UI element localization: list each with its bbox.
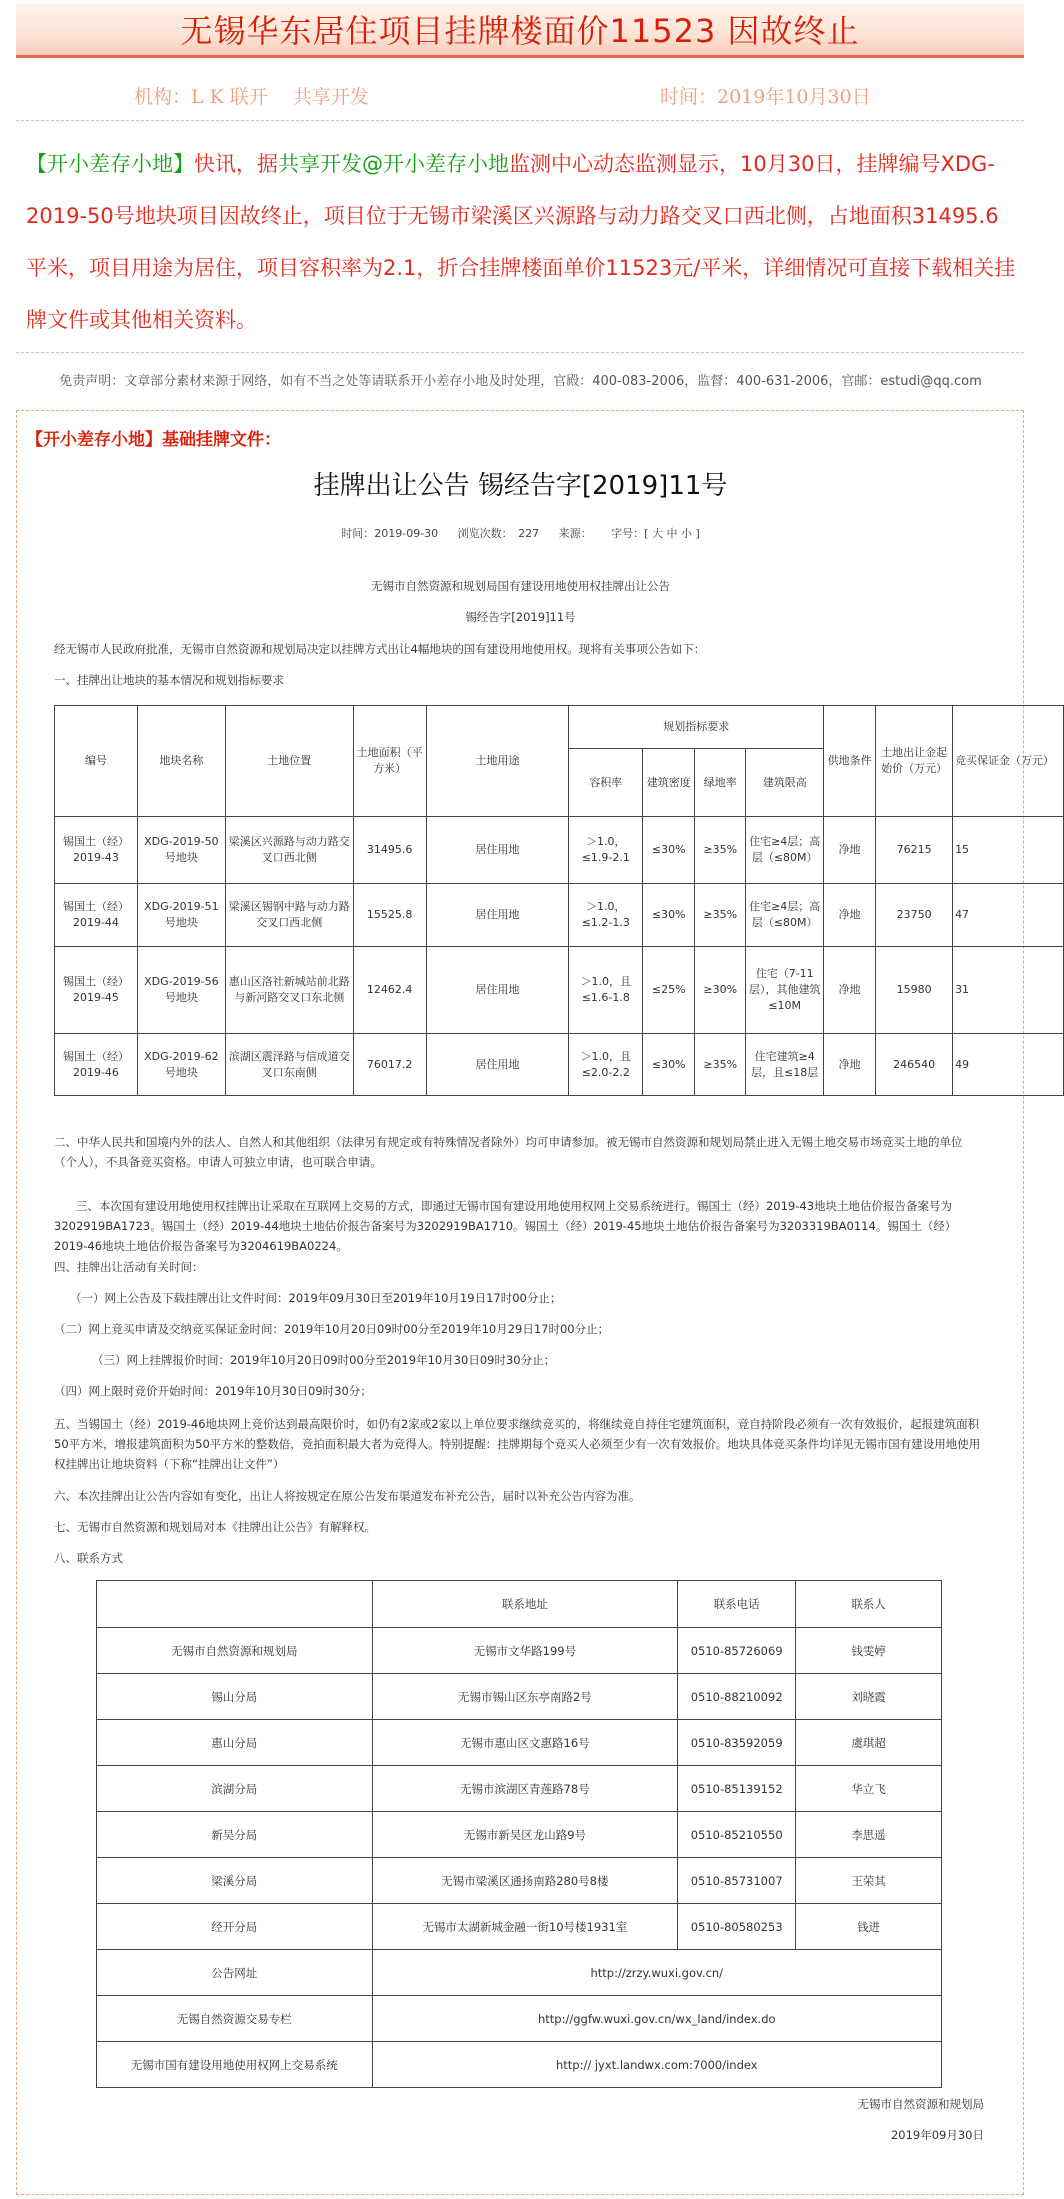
- th-far: 容积率: [569, 749, 643, 817]
- contact-org: 梁溪分局: [97, 1858, 373, 1904]
- contact-phone: 0510-85139152: [678, 1766, 796, 1812]
- cell-code: 锡国土（经）2019-44: [55, 884, 138, 947]
- contact-org: 锡山分局: [97, 1674, 373, 1720]
- th-name: 地块名称: [137, 706, 225, 817]
- table-row: [97, 1674, 942, 1720]
- news-text-1: 快讯，据: [194, 152, 278, 176]
- section-4-item-1: （一）网上公告及下载挂牌出让文件时间：2019年09月30日至2019年10月19日17时00分止；: [70, 1291, 562, 1305]
- cell-code: 锡国土（经）2019-46: [55, 1034, 138, 1096]
- contact-org: 新吴分局: [97, 1812, 373, 1858]
- th-price: 土地出让金起始价（万元）: [876, 706, 953, 817]
- contact-th-person: 联系人: [796, 1581, 942, 1628]
- section-2: 二、中华人民共和国境内外的法人、自然人和其他组织（法律另有规定或有特殊情况者除外）均可申请参加。被无锡市自然资源和规划局禁止进入无锡土地交易市场竞买土地的单位（个人），不具备竞买资格。申请人可独立申请，也可联合申请。: [54, 1135, 963, 1169]
- th-area: 土地面积（平方米）: [353, 706, 426, 817]
- cell-supply: 净地: [824, 817, 876, 884]
- cell-density: ≤30%: [643, 884, 695, 947]
- headline-banner: [16, 4, 1024, 58]
- notice-intro: 经无锡市人民政府批准，无锡市自然资源和规划局决定以挂牌方式出让4幅地块的国有建设用地使用权。现将有关事项公告如下：: [54, 642, 706, 656]
- cell-use: 居住用地: [426, 1034, 569, 1096]
- cell-deposit: 47: [953, 884, 1064, 947]
- cell-name: XDG-2019-50号地块: [137, 817, 225, 884]
- cell-price: 246540: [876, 1034, 953, 1096]
- article-time: 时间：2019年10月30日: [660, 86, 871, 108]
- th-deposit: 竞买保证金（万元）: [953, 706, 1064, 817]
- cell-height: 住宅建筑≥4层，且≤18层: [746, 1034, 824, 1096]
- notice-doc-number: 锡经告字[2019]11号: [465, 610, 576, 624]
- table-row: [55, 884, 1064, 947]
- cell-name: XDG-2019-62号地块: [137, 1034, 225, 1096]
- contact-addr: 无锡市文华路199号: [372, 1628, 678, 1674]
- table-row: [55, 947, 1064, 1034]
- document-info-row: [0, 525, 1041, 541]
- th-plan: 规划指标要求: [569, 706, 824, 749]
- document-title: 挂牌出让公告 锡经告字[2019]11号: [313, 471, 728, 501]
- th-code: 编号: [55, 706, 138, 817]
- cell-green: ≥30%: [695, 947, 746, 1034]
- cell-supply: 净地: [824, 947, 876, 1034]
- cell-height: 住宅（7-11层），其他建筑≤10M: [746, 947, 824, 1034]
- link-url[interactable]: http:// jyxt.landwx.com:7000/index: [372, 2042, 941, 2088]
- section-3: 三、本次国有建设用地使用权挂牌出让采取在互联网上交易的方式，即通过无锡市国有建设用地使用权网上交易系统进行。锡国土（经）2019-43地块土地估价报告备案号为3202919BA1723。锡国土（经）2019-44地块土地估价报告备案号为3202919BA1710。锡国土（经）2019-45地块土地估价报告备案号为3203319BA0114。锡国土（经）2019-46地块土地估价报告备案号为3204619BA0224。: [54, 1199, 957, 1253]
- contact-org: 滨湖分局: [97, 1766, 373, 1812]
- doc-source: 来源：: [558, 527, 592, 540]
- contact-person: 王荣其: [796, 1858, 942, 1904]
- signature-date: 2019年09月30日: [890, 2128, 984, 2142]
- contact-addr: 无锡市惠山区文惠路16号: [372, 1720, 678, 1766]
- cell-far: ＞1.0，≤1.2-1.3: [569, 884, 643, 947]
- cell-green: ≥35%: [695, 817, 746, 884]
- table-row: [97, 1858, 942, 1904]
- contact-person: 虞琪超: [796, 1720, 942, 1766]
- table-row: [97, 1581, 942, 1628]
- land-table: [54, 705, 1064, 1096]
- contact-phone: 0510-80580253: [678, 1904, 796, 1950]
- cell-height: 住宅≥4层；高层（≤80M）: [746, 817, 824, 884]
- cell-code: 锡国土（经）2019-43: [55, 817, 138, 884]
- contact-addr: 无锡市新吴区龙山路9号: [372, 1812, 678, 1858]
- doc-time: 时间：2019-09-30: [341, 527, 439, 540]
- contact-org: 经开分局: [97, 1904, 373, 1950]
- cell-density: ≤25%: [643, 947, 695, 1034]
- cell-density: ≤30%: [643, 1034, 695, 1096]
- cell-area: 31495.6: [353, 817, 426, 884]
- table-row: [97, 1904, 942, 1950]
- cell-deposit: 49: [953, 1034, 1064, 1096]
- table-row: [97, 1996, 942, 2042]
- contact-phone: 0510-85210550: [678, 1812, 796, 1858]
- notice-subtitle: 无锡市自然资源和规划局国有建设用地使用权挂牌出让公告: [371, 579, 670, 593]
- cell-use: 居住用地: [426, 817, 569, 884]
- contact-person: 李思遥: [796, 1812, 942, 1858]
- link-url[interactable]: http://ggfw.wuxi.gov.cn/wx_land/index.do: [372, 1996, 941, 2042]
- contact-table: [96, 1580, 942, 2088]
- cell-far: ＞1.0，且≤2.0-2.2: [569, 1034, 643, 1096]
- contact-addr: 无锡市滨湖区青莲路78号: [372, 1766, 678, 1812]
- th-use: 土地用途: [426, 706, 569, 817]
- cell-height: 住宅≥4层；高层（≤80M）: [746, 884, 824, 947]
- contact-phone: 0510-85726069: [678, 1628, 796, 1674]
- cell-far: ＞1.0，且≤1.6-1.8: [569, 947, 643, 1034]
- contact-person: 钱雯婷: [796, 1628, 942, 1674]
- news-tag: 【开小差存小地】: [26, 152, 194, 176]
- table-row: [97, 1950, 942, 1996]
- cell-location: 惠山区洛社新城站前北路与新河路交叉口东北侧: [225, 947, 353, 1034]
- headline-title: 无锡华东居住项目挂牌楼面价11523 因故终止: [180, 12, 860, 50]
- cell-use: 居住用地: [426, 884, 569, 947]
- cell-price: 23750: [876, 884, 953, 947]
- cell-green: ≥35%: [695, 884, 746, 947]
- cell-location: 滨湖区震泽路与信成道交叉口东南侧: [225, 1034, 353, 1096]
- contact-th-blank: [97, 1581, 373, 1628]
- cell-area: 15525.8: [353, 884, 426, 947]
- contact-phone: 0510-88210092: [678, 1674, 796, 1720]
- cell-supply: 净地: [824, 884, 876, 947]
- contact-phone: 0510-85731007: [678, 1858, 796, 1904]
- cell-supply: 净地: [824, 1034, 876, 1096]
- land-table-wrapper: [54, 705, 1055, 1090]
- disclaimer: 免责声明：文章部分素材来源于网络，如有不当之处等请联系开小差存小地及时处理，官殿：400-083-2006，监督：400-631-2006，官邮：estudi@qq.com: [59, 374, 982, 389]
- news-text-2: 监测中心动态监测显示，10月30日，挂牌编号XDG-2019-50号地块项目因故终止，项目位于无锡市梁溪区兴源路与动力路交叉口西北侧，占地面积31495.6平米，项目用途为居住，项目容积率为2.1，折合挂牌楼面单价11523元/平米，详细情况可直接下载相关挂牌文件或其他相关资料。: [26, 152, 1016, 332]
- link-label: 公告网址: [97, 1950, 373, 1996]
- contact-person: 刘晓霞: [796, 1674, 942, 1720]
- cell-name: XDG-2019-51号地块: [137, 884, 225, 947]
- cell-green: ≥35%: [695, 1034, 746, 1096]
- contact-addr: 无锡市锡山区东亭南路2号: [372, 1674, 678, 1720]
- section-6: 六、本次挂牌出让公告内容如有变化，出让人将按规定在原公告发布渠道发布补充公告，届时以补充公告内容为准。: [54, 1489, 641, 1503]
- section-8-title: 八、联系方式: [54, 1551, 123, 1565]
- table-row: [55, 817, 1064, 884]
- link-label: 无锡市国有建设用地使用权网上交易系统: [97, 2042, 373, 2088]
- contact-person: 华立飞: [796, 1766, 942, 1812]
- divider: [16, 352, 1024, 353]
- cell-deposit: 15: [953, 817, 1064, 884]
- news-paragraph: [26, 138, 1016, 346]
- cell-density: ≤30%: [643, 817, 695, 884]
- contact-th-addr: 联系地址: [372, 1581, 678, 1628]
- divider: [16, 120, 1024, 121]
- article-meta: [0, 82, 1041, 112]
- news-source: 共享开发@开小差存小地: [278, 152, 509, 176]
- section-4-item-2: （二）网上竞买申请及交纳竞买保证金时间：2019年10月20日09时00分至2019年10月29日17时00分止；: [54, 1322, 610, 1336]
- cell-area: 76017.2: [353, 1034, 426, 1096]
- section-7: 七、无锡市自然资源和规划局对本《挂牌出让公告》有解释权。: [54, 1520, 376, 1534]
- table-row: [55, 1034, 1064, 1096]
- section-1-title: 一、挂牌出让地块的基本情况和规划指标要求: [54, 673, 284, 687]
- table-row: [97, 2042, 942, 2088]
- cell-area: 12462.4: [353, 947, 426, 1034]
- th-height: 建筑限高: [746, 749, 824, 817]
- contact-person: 钱进: [796, 1904, 942, 1950]
- cell-location: 梁溪区锡钢中路与动力路交叉口西北侧: [225, 884, 353, 947]
- cell-location: 梁溪区兴源路与动力路交叉口西北侧: [225, 817, 353, 884]
- doc-views: 浏览次数： 227: [457, 527, 540, 540]
- contact-th-phone: 联系电话: [678, 1581, 796, 1628]
- link-url[interactable]: http://zrzy.wuxi.gov.cn/: [372, 1950, 941, 1996]
- table-row: [97, 1720, 942, 1766]
- section-4-item-3: （三）网上挂牌报价时间：2019年10月20日09时00分至2019年10月30日09时30分止；: [92, 1353, 556, 1367]
- th-supply: 供地条件: [824, 706, 876, 817]
- contact-phone: 0510-83592059: [678, 1720, 796, 1766]
- cell-deposit: 31: [953, 947, 1064, 1034]
- contact-org: 惠山分局: [97, 1720, 373, 1766]
- contact-addr: 无锡市太湖新城金融一街10号楼1931室: [372, 1904, 678, 1950]
- doc-font-size[interactable]: 字号：[ 大 中 小 ]: [611, 527, 700, 540]
- th-location: 土地位置: [225, 706, 353, 817]
- table-row: [97, 1766, 942, 1812]
- cell-far: ＞1.0，≤1.9-2.1: [569, 817, 643, 884]
- table-row: [97, 1628, 942, 1674]
- section-4-title: 四、挂牌出让活动有关时间：: [54, 1260, 204, 1274]
- th-green: 绿地率: [695, 749, 746, 817]
- section-5: 五、当锡国土（经）2019-46地块网上竞价达到最高限价时，如仍有2家或2家以上单位要求继续竞买的，将继续竞自持住宅建筑面积，竞自持阶段必须有一次有效报价，起报建筑面积50平方米，增报建筑面积为50平方米的整数倍，竞拍面积最大者为竞得人。特别提醒：挂牌期每个竞买人必须至少有一次有效报价。地块具体竞买条件均详见无锡市国有建设用地使用权挂牌出让地块资料（下称“挂牌出让文件”）: [54, 1417, 981, 1471]
- cell-use: 居住用地: [426, 947, 569, 1034]
- contact-addr: 无锡市梁溪区通扬南路280号8楼: [372, 1858, 678, 1904]
- cell-code: 锡国土（经）2019-45: [55, 947, 138, 1034]
- cell-name: XDG-2019-56号地块: [137, 947, 225, 1034]
- section-4-item-4: （四）网上限时竞价开始时间：2019年10月30日09时30分；: [54, 1384, 372, 1398]
- document-header: 【开小差存小地】基础挂牌文件：: [26, 430, 281, 450]
- article-org: 机构：L K 联开 共享开发: [134, 86, 369, 108]
- table-row: [97, 1812, 942, 1858]
- contact-org: 无锡市自然资源和规划局: [97, 1628, 373, 1674]
- th-density: 建筑密度: [643, 749, 695, 817]
- cell-price: 76215: [876, 817, 953, 884]
- link-label: 无锡自然资源交易专栏: [97, 1996, 373, 2042]
- cell-price: 15980: [876, 947, 953, 1034]
- signature-org: 无锡市自然资源和规划局: [857, 2097, 984, 2111]
